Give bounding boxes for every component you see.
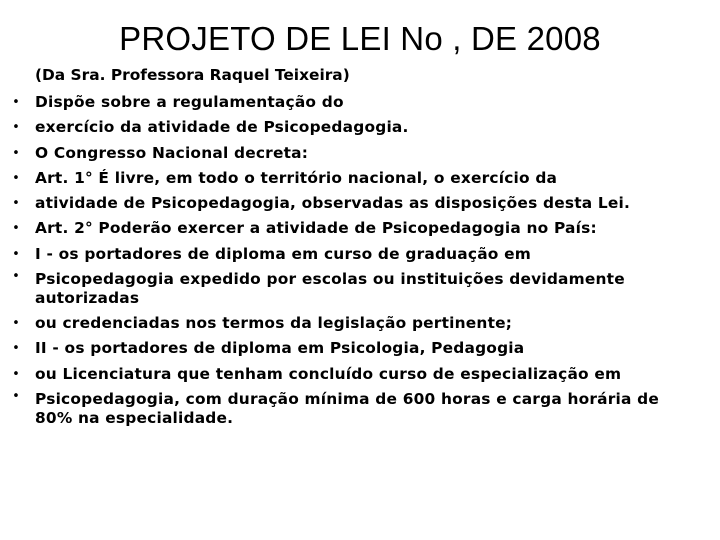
bullet-text: ou Licenciatura que tenham concluído curso de especialização em (35, 364, 622, 383)
author-line: (Da Sra. Professora Raquel Teixeira) (35, 66, 350, 84)
bullet-item (0, 115, 695, 140)
bullet-dot-icon: • (12, 246, 20, 262)
bullet-dot-icon: • (12, 120, 20, 136)
bullet-item (0, 387, 695, 431)
bullet-text: Dispõe sobre a regulamentação do (35, 93, 344, 111)
bullet-item (0, 311, 695, 336)
bullet-list (0, 90, 720, 431)
bullet-dot-icon: • (12, 145, 20, 161)
slide-title: PROJETO DE LEI No , DE 2008 (119, 20, 601, 57)
bullet-item (0, 166, 695, 191)
bullet-dot-icon: • (12, 196, 20, 212)
bullet-text: ou credenciadas nos termos da legislação pertinente; (35, 314, 513, 333)
bullet-text: exercício da atividade de Psicopedagogia. (35, 118, 409, 137)
bullet-dot-icon: • (12, 95, 20, 110)
bullet-item (0, 336, 695, 361)
bullet-dot-icon: • (12, 388, 20, 404)
bullet-text: II - os portadores de diploma em Psicologia, Pedagogia (35, 339, 525, 358)
bullet-text: Psicopedagogia expedido por escolas ou instituições devidamente autorizadas (35, 270, 625, 308)
bullet-item (0, 216, 695, 241)
bullet-item (0, 90, 695, 115)
bullet-item (0, 141, 695, 166)
bullet-text: atividade de Psicopedagogia, observadas as disposições desta Lei. (35, 194, 631, 213)
bullet-dot-icon: • (12, 316, 20, 332)
bullet-dot-icon: • (12, 221, 20, 237)
bullet-text: Art. 1° É livre, em todo o território nacional, o exercício da (35, 168, 558, 187)
bullet-dot-icon: • (12, 170, 20, 186)
bullet-dot-icon: • (12, 341, 20, 357)
bullet-text: Art. 2° Poderão exercer a atividade de Psicopedagogia no País: (35, 219, 597, 238)
bullet-item (0, 242, 695, 267)
bullet-text: I - os portadores de diploma em curso de graduação em (35, 244, 532, 263)
bullet-text: Psicopedagogia, com duração mínima de 600 horas e carga horária de 80% na especialidade. (35, 389, 660, 427)
bullet-text: O Congresso Nacional decreta: (35, 143, 309, 162)
bullet-item (0, 191, 695, 216)
bullet-dot-icon: • (12, 366, 20, 382)
bullet-dot-icon: • (12, 269, 20, 285)
bullet-item (0, 267, 695, 311)
bullet-item (0, 362, 695, 387)
